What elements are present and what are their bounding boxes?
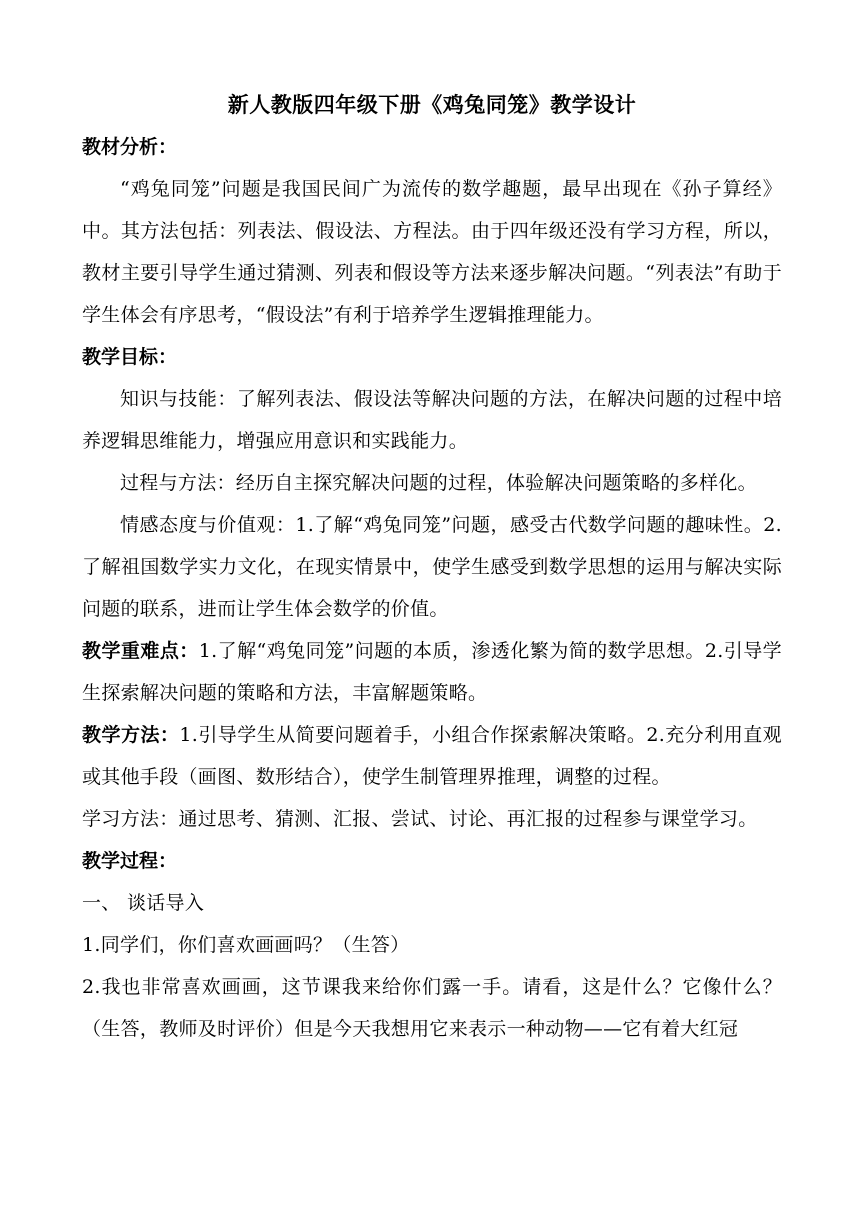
goal-emotion-paragraph: 情感态度与价值观：1.了解“鸡兔同笼”问题，感受古代数学问题的趣味性。2.了解祖国数学实力文化，在现实情景中，使学生感受到数学思想的运用与解决实际问题的联系，进而让学生体会数学的价值。 [82, 514, 782, 620]
key-points-label: 教学重难点： [82, 640, 199, 662]
part-one-heading: 一、 谈话导入 [82, 892, 205, 914]
teaching-methods-text: 1.引导学生从简要问题着手，小组合作探索解决策略。2.充分利用直观或其他手段（画图、数形结合），使学生制管理界推理，调整的过程。 [82, 724, 782, 788]
key-points-text: 1.了解“鸡兔同笼”问题的本质，渗透化繁为简的数学思想。2.引导学生探索解决问题的策略和方法，丰富解题策略。 [82, 640, 782, 704]
material-analysis-heading: 教材分析： [82, 136, 178, 158]
material-analysis-paragraph: “鸡兔同笼”问题是我国民间广为流传的数学趣题，最早出现在《孙子算经》中。其方法包括：列表法、假设法、方程法。由于四年级还没有学习方程，所以，教材主要引导学生通过猜测、列表和假设等方法来逐步解决问题。“列表法”有助于学生体会有序思考，“假设法”有利于培养学生逻辑推理能力。 [82, 178, 782, 326]
goal-knowledge-paragraph: 知识与技能：了解列表法、假设法等解决问题的方法，在解决问题的过程中培养逻辑思维能力，增强应用意识和实践能力。 [82, 388, 782, 452]
document-page [82, 84, 782, 1050]
teaching-methods-label: 教学方法： [82, 724, 180, 746]
process-item-1: 1.同学们，你们喜欢画画吗？（生答） [82, 934, 410, 956]
learning-methods-paragraph: 学习方法：通过思考、猜测、汇报、尝试、讨论、再汇报的过程参与课堂学习。 [82, 808, 758, 830]
process-item-2: 2.我也非常喜欢画画，这节课我来给你们露一手。请看，这是什么？它像什么？（生答，教师及时评价）但是今天我想用它来表示一种动物——它有着大红冠 [82, 976, 782, 1040]
teaching-methods-paragraph [82, 714, 782, 798]
goal-process-paragraph: 过程与方法：经历自主探究解决问题的过程，体验解决问题策略的多样化。 [120, 472, 757, 494]
teaching-goals-heading: 教学目标： [82, 346, 178, 368]
document-title: 新人教版四年级下册《鸡兔同笼》教学设计 [227, 92, 637, 117]
key-points-paragraph [82, 630, 782, 714]
teaching-process-heading: 教学过程： [82, 850, 178, 872]
